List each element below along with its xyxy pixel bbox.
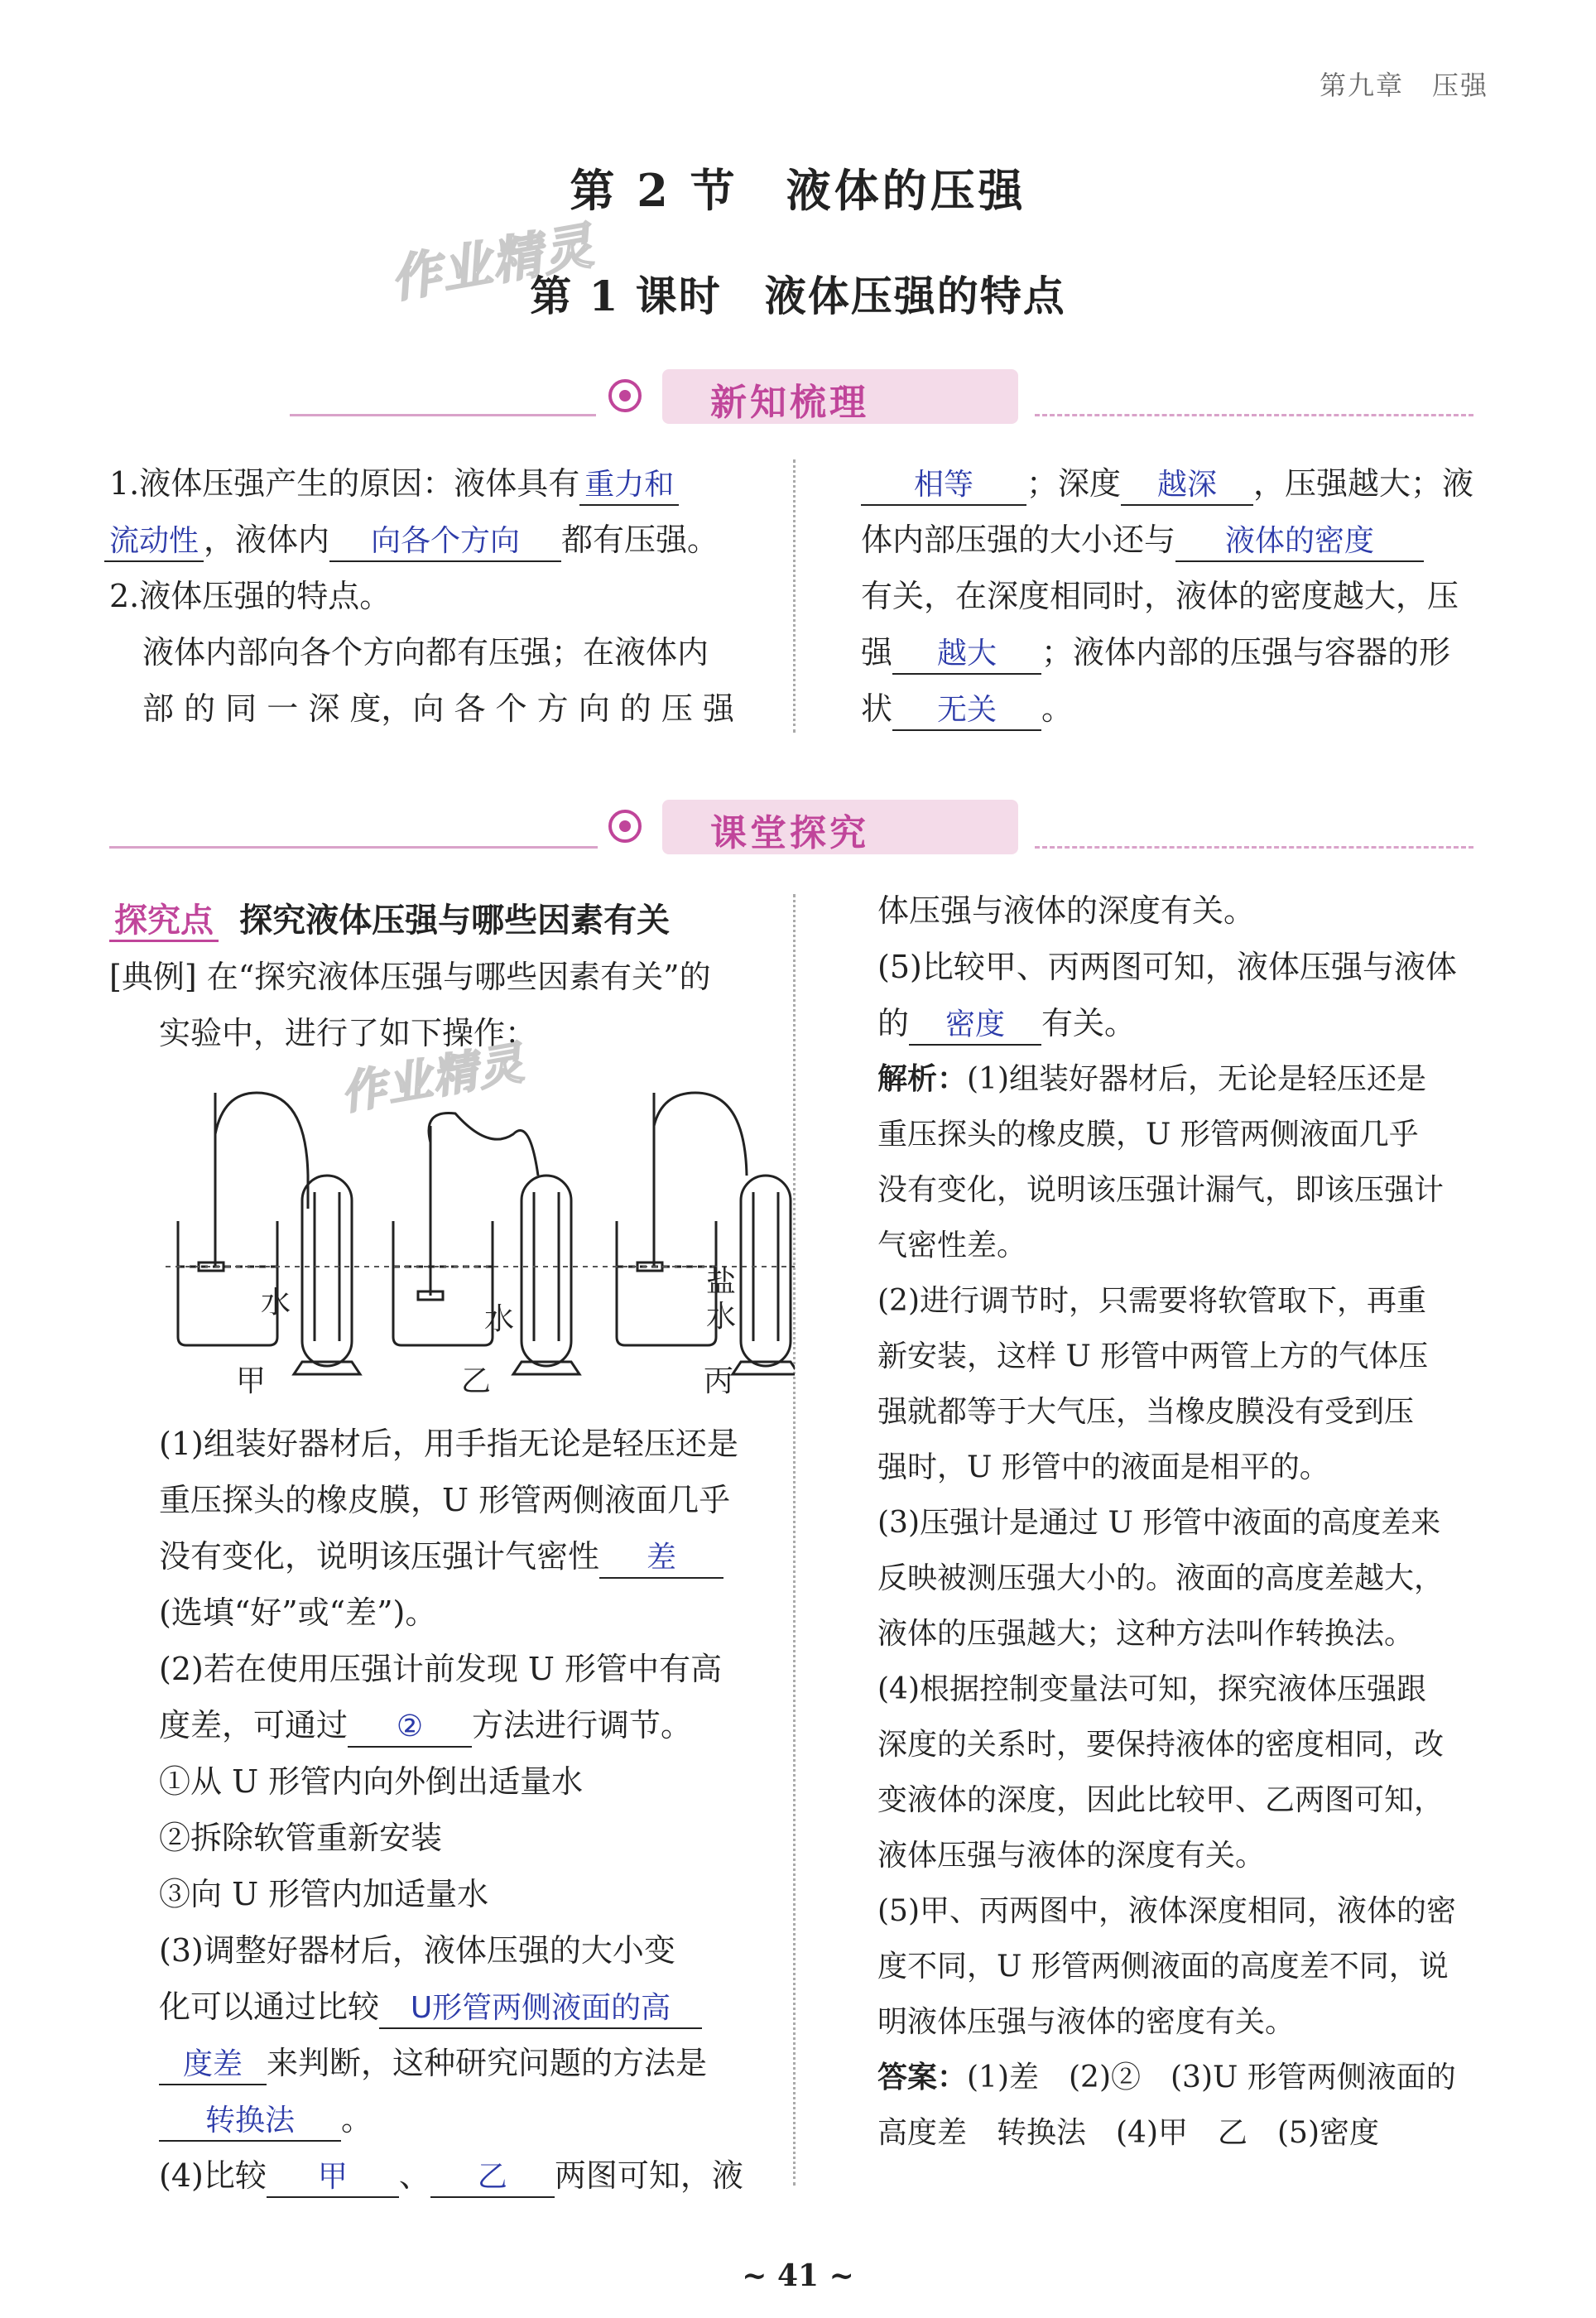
analysis-1-3: 没有变化，说明该压强计漏气，即该压强计 bbox=[877, 1173, 1445, 1207]
answer-1b: 流动性 bbox=[104, 522, 204, 562]
chapter-header: 第九章 压强 bbox=[1319, 70, 1488, 101]
section-class-explore: 课堂探究 bbox=[710, 812, 869, 854]
q1-line-2: 重压探头的橡皮膜，U 形管两侧液面几乎 bbox=[159, 1482, 731, 1518]
answer-7: 无关 bbox=[892, 691, 1041, 731]
section-title: 第 2 节 液体的压强 bbox=[570, 164, 1026, 217]
q5-line-2: 的 密度 有关。 bbox=[877, 995, 1490, 1051]
explore-heading bbox=[109, 894, 670, 941]
magnifier-icon bbox=[608, 379, 642, 412]
questions-right bbox=[877, 882, 1490, 1051]
q4-line: (4)比较 甲 、 乙 两图可知，液 bbox=[159, 2147, 772, 2204]
q2-line-2: 度差，可通过 ② 方法进行调节。 bbox=[159, 1697, 772, 1753]
q5-line-1: (5)比较甲、丙两图可知，液体压强与液体 bbox=[877, 949, 1457, 985]
answer-line-2: 高度差 转换法 (4)甲 乙 (5)密度 bbox=[877, 2116, 1379, 2150]
figure-label-yi: 乙 bbox=[461, 1364, 492, 1398]
answer-1a: 重力和 bbox=[579, 466, 679, 506]
q2-option-1: ①从 U 形管内向外倒出适量水 bbox=[159, 1763, 584, 1800]
q3-line-3: 度差 来判断，这种研究问题的方法是 bbox=[159, 2035, 772, 2091]
analysis-1-1: 解析：(1)组装好器材后，无论是轻压还是 bbox=[877, 1061, 1427, 1096]
analysis-4-1: (4)根据控制变量法可知，探究液体压强跟 bbox=[877, 1672, 1426, 1706]
q3-answer-2: 转换法 bbox=[159, 2102, 341, 2142]
knowledge-right bbox=[861, 455, 1490, 737]
q1-line-3: 没有变化，说明该压强计气密性 差 bbox=[159, 1528, 772, 1585]
knowledge-right-line-3: 有关，在深度相同时，液体的密度越大，压 bbox=[861, 578, 1459, 614]
knowledge-right-line-1: 相等 ；深度 越深 ，压强越大；液 bbox=[861, 455, 1490, 512]
analysis bbox=[877, 1051, 1490, 2161]
analysis-1-4: 气密性差。 bbox=[877, 1229, 1027, 1262]
page-number: ~ 41 ~ bbox=[742, 2258, 854, 2293]
answer-6: 越大 bbox=[892, 635, 1041, 675]
example-intro-line-2: 实验中，进行了如下操作： bbox=[159, 1015, 537, 1051]
analysis-3-2: 反映被测压强大小的。液面的高度差越大， bbox=[877, 1561, 1445, 1595]
answer-5: 液体的密度 bbox=[1175, 522, 1424, 562]
q4-continued: 体压强与液体的深度有关。 bbox=[877, 892, 1256, 929]
column-divider bbox=[793, 459, 796, 733]
analysis-label: 解析： bbox=[877, 1061, 968, 1096]
analysis-5-1: (5)甲、丙两图中，液体深度相同，液体的密 bbox=[877, 1894, 1456, 1928]
section-rule-right-2 bbox=[1035, 846, 1473, 849]
q2-answer: ② bbox=[348, 1708, 472, 1748]
q5-answer: 密度 bbox=[909, 1006, 1041, 1046]
q3-line-2: 化可以通过比较 U形管两侧液面的高 bbox=[159, 1979, 772, 2035]
analysis-2-3: 强就都等于大气压，当橡皮膜没有受到压 bbox=[877, 1395, 1415, 1429]
q1-line-1: (1)组装好器材后，用手指无论是轻压还是 bbox=[159, 1426, 738, 1462]
watermark: 作业精灵 bbox=[386, 216, 599, 310]
q4-answer-1: 甲 bbox=[267, 2158, 399, 2198]
analysis-5-3: 明液体压强与液体的密度有关。 bbox=[877, 2005, 1296, 2039]
q2-option-3: ③向 U 形管内加适量水 bbox=[159, 1876, 489, 1912]
analysis-4-3: 变液体的深度，因此比较甲、乙两图可知， bbox=[877, 1783, 1445, 1817]
knowledge-line-5: 部 的 同 一 深 度，向 各 个 方 向 的 压 强 bbox=[142, 690, 734, 727]
example-intro-line-1: [典例] 在“探究液体压强与哪些因素有关”的 bbox=[109, 959, 711, 995]
section-rule-right bbox=[1035, 414, 1473, 416]
magnifier-icon-2 bbox=[608, 810, 642, 843]
answer-line-1: 答案：(1)差 (2)② (3)U 形管两侧液面的 bbox=[877, 2060, 1456, 2094]
knowledge-right-line-5: 状 无关 。 bbox=[861, 680, 1490, 737]
q2-option-2: ②拆除软管重新安装 bbox=[159, 1820, 443, 1856]
label-salt-water: 水 bbox=[706, 1300, 737, 1334]
section-new-knowledge: 新知梳理 bbox=[710, 382, 869, 424]
label-salt: 盐 bbox=[706, 1265, 737, 1299]
q3-answer-1a: U形管两侧液面的高 bbox=[379, 1989, 702, 2029]
label-water-1: 水 bbox=[261, 1286, 291, 1320]
analysis-3-1: (3)压强计是通过 U 形管中液面的高度差来 bbox=[877, 1506, 1441, 1540]
label-water-2: 水 bbox=[484, 1302, 515, 1336]
analysis-4-2: 深度的关系时，要保持液体的密度相同，改 bbox=[877, 1728, 1445, 1762]
q1-line-4: (选填“好”或“差”)。 bbox=[159, 1594, 437, 1631]
section-rule-left-2 bbox=[109, 846, 598, 849]
answer-4: 越深 bbox=[1121, 466, 1253, 506]
watermark-2: 作业精灵 bbox=[336, 1036, 529, 1120]
knowledge-line-2: 流动性 ，液体内 向各个方向 都有压强。 bbox=[109, 512, 763, 568]
figure-label-bing: 丙 bbox=[704, 1364, 734, 1398]
lesson-title: 第 1 课时 液体压强的特点 bbox=[530, 272, 1066, 320]
analysis-2-2: 新安装，这样 U 形管中两管上方的气体压 bbox=[877, 1339, 1429, 1373]
section-rule-left bbox=[290, 414, 596, 416]
answer-3: 相等 bbox=[861, 466, 1026, 506]
knowledge-right-line-4: 强 越大 ；液体内部的压强与容器的形 bbox=[861, 624, 1490, 680]
beaker-jia bbox=[178, 1093, 360, 1374]
analysis-2-1: (2)进行调节时，只需要将软管取下，再重 bbox=[877, 1284, 1426, 1318]
analysis-2-4: 强时，U 形管中的液面是相平的。 bbox=[877, 1450, 1329, 1484]
q3-line-4: 转换法 。 bbox=[159, 2091, 772, 2147]
knowledge-line-4: 液体内部向各个方向都有压强；在液体内 bbox=[142, 634, 709, 671]
answer-2: 向各个方向 bbox=[329, 522, 561, 562]
experiment-figure bbox=[116, 1076, 795, 1407]
explore-tag: 探究点 bbox=[109, 902, 219, 942]
q1-answer: 差 bbox=[599, 1539, 723, 1579]
answer-label: 答案： bbox=[877, 2060, 968, 2094]
knowledge-line-1: 1.液体压强产生的原因：液体具有 重力和 bbox=[109, 455, 763, 512]
q3-line-1: (3)调整好器材后，液体压强的大小变 bbox=[159, 1932, 675, 1969]
analysis-1-2: 重压探头的橡皮膜，U 形管两侧液面几乎 bbox=[877, 1118, 1419, 1152]
knowledge-left bbox=[109, 455, 763, 737]
questions bbox=[159, 1416, 772, 2204]
q2-line-1: (2)若在使用压强计前发现 U 形管中有高 bbox=[159, 1651, 723, 1687]
knowledge-right-line-2: 体内部压强的大小还与 液体的密度 bbox=[861, 512, 1490, 568]
q4-answer-2: 乙 bbox=[430, 2158, 555, 2198]
q3-answer-1b: 度差 bbox=[159, 2046, 267, 2085]
knowledge-line-3: 2.液体压强的特点。 bbox=[109, 578, 392, 614]
analysis-5-2: 度不同，U 形管两侧液面的高度差不同，说 bbox=[877, 1950, 1449, 1984]
analysis-4-4: 液体压强与液体的深度有关。 bbox=[877, 1839, 1266, 1873]
figure-label-jia: 甲 bbox=[236, 1364, 267, 1398]
explore-title: 探究液体压强与哪些因素有关 bbox=[239, 902, 671, 940]
analysis-3-3: 液体的压强越大；这种方法叫作转换法。 bbox=[877, 1617, 1415, 1651]
